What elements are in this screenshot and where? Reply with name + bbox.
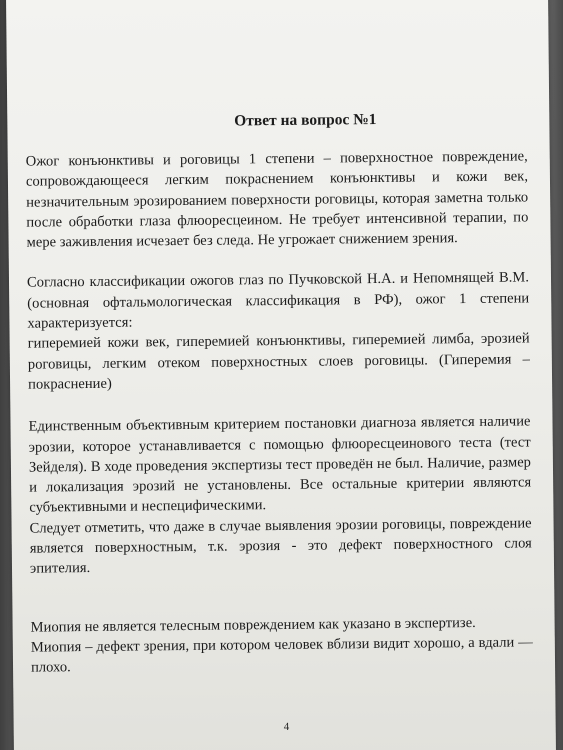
page-number: 4	[283, 720, 290, 733]
paragraph-diagnostic-criterion: Единственным объективным критерием постановки диагноза является наличие эрозии, которое устанавливается с помощью флюоресцеинового теста (тест Зейделя). В ходе проведения экспертизы тест проведён не был. Наличие, размер и локализация эрозий не установлены. Все остальные критерии являются субъективными и неспецифическими.	[28, 413, 532, 517]
paragraph-myopia-definition: Миопия – дефект зрения, при котором человек вблизи видит хорошо, а вдали — плохо.	[30, 634, 533, 676]
paragraph-classification-signs: гиперемией кожи век, гиперемией конъюнктивы, гиперемией лимба, эрозией роговицы, легким отеком поверхностных слоев роговицы. (Гиперемия – покраснение)	[27, 330, 530, 393]
document-body	[25, 107, 533, 678]
paragraph-myopia-statement: Миопия не является телесным повреждением как указано в экспертизе.	[30, 614, 476, 636]
document-page	[6, 0, 556, 750]
paragraph-erosion-note: Следует отметить, что даже в случае выявления эрозии роговицы, повреждение является поверхностным, т.к. эрозия - это дефект поверхностного слоя эпителия.	[29, 515, 532, 577]
paragraph-classification-intro: Согласно классификации ожогов глаз по Пучковской Н.А. и Непомнящей В.М. (основная офтальмологическая классификация в РФ), ожог 1 степени характеризуется:	[26, 269, 530, 332]
paragraph-burn-definition: Ожог конъюнктивы и роговицы 1 степени – поверхностное повреждение, сопровождающееся легким покраснением конъюнктивы и кожи век, незначительным эрозированием поверхности роговицы, которая заметна только после обработки глаза флюоресцеином. Не требует интенсивной терапии, по мере заживления исчезает без следа. Не угрожает снижением зрения.	[25, 148, 529, 251]
document-title: Ответ на вопрос №1	[234, 110, 377, 130]
